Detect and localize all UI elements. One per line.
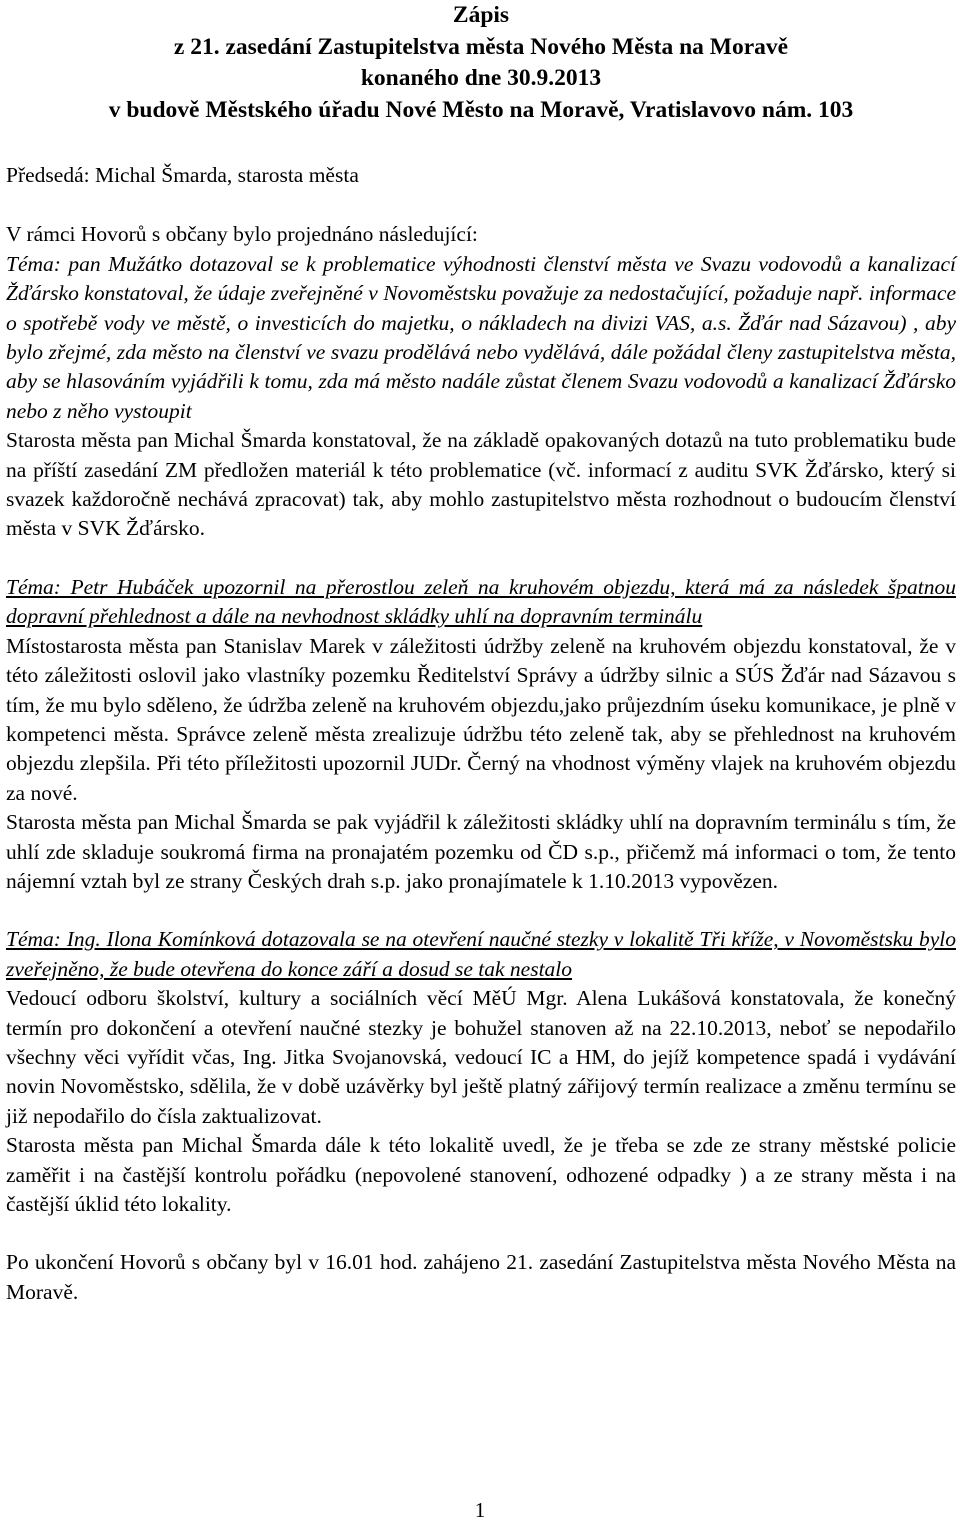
- title-line-1: Zápis: [452, 2, 510, 28]
- title-line-4: v budově Městského úřadu Nové Město na Moravě, Vratislavovo nám. 103: [108, 96, 854, 123]
- section-3: [6, 925, 956, 1219]
- topic-1: Téma: pan Mužátko dotazoval se k problematice výhodnosti členství města ve Svazu vodovodů a kanalizací Žďársko konstatoval, že údaje zveřejněné v Novoměstsku považuje za nedostačující, požaduje např. informace o spotřebě vody ve městě, o investicích do majetku, o nákladech na divizi VAS, a.s. Žďár nad Sázavou) , aby bylo zřejmé, zda město na členství ve svazu prodělává nebo vydělává, dále požádal členy zastupitelstva města, aby se hlasováním vyjádřili k tomu, zda má město nadále zůstat členem Svazu vodovodů a kanalizací Žďársko nebo z něho vystoupit: [6, 251, 956, 423]
- section-1: [6, 250, 956, 544]
- chairperson-line: Předsedá: Michal Šmarda, starosta města: [6, 163, 359, 187]
- paragraph-3-1: Vedoucí odboru školství, kultury a sociálních věcí MěÚ Mgr. Alena Lukášová konstatovala, že konečný termín pro dokončení a otevření naučné stezky je bohužel stanoven až na 22.10.2013, neboť se nepodařilo všechny věci vyřídit včas, Ing. Jitka Svojanovská, vedoucí IC a HM, do jejíž kompetence spadá i vydávání novin Novoměstsko, sdělila, že v době uzávěrky byl ještě platný zářijový termín realizace a změnu termínu se již nepodařilo do čísla zaktualizovat.: [6, 986, 956, 1128]
- paragraph-3-2: Starosta města pan Michal Šmarda dále k této lokalitě uvedl, že je třeba se zde ze strany městské policie zaměřit i na častější kontrolu pořádku (nepovolené stanovení, odhozené odpadky ) a ze strany města i na častější úklid této lokality.: [6, 1133, 956, 1216]
- document-title: [6, 0, 956, 126]
- title-line-3: konaného dne 30.9.2013: [360, 65, 602, 91]
- topic-2: Téma: Petr Hubáček upozornil na přerostlou zeleň na kruhovém objezdu, která má za následek špatnou dopravní přehlednost a dále na nevhodnost skládky uhlí na dopravním terminálu: [6, 574, 956, 629]
- document-page: [6, 0, 956, 1307]
- paragraph-1-1: Starosta města pan Michal Šmarda konstatoval, že na základě opakovaných dotazů na tuto problematiku bude na příští zasedání ZM předložen materiál k této problematice (vč. informací z auditu SVK Žďársko, který si svazek každoročně nechává zpracovat) tak, aby mohlo zastupitelstvo města rozhodnout o budoucím členství města v SVK Žďársko.: [6, 428, 956, 541]
- topic-3: Téma: Ing. Ilona Komínková dotazovala se na otevření naučné stezky v lokalitě Tři kříže, v Novoměstsku bylo zveřejněno, že bude otevřena do konce září a dosud se tak nestalo: [6, 927, 956, 981]
- paragraph-2-1: Místostarosta města pan Stanislav Marek v záležitosti údržby zeleně na kruhovém objezdu konstatoval, že v této záležitosti oslovil jako vlastníky pozemku Ředitelství Správy a údržby silnic a SÚS Žďár nad Sázavou s tím, že mu bylo sděleno, že údržba zeleně na kruhovém objezdu,jako průjezdním úseku komunikace, je plně v kompetenci města. Správce zeleně města zrealizuje údržbu této zeleně tak, aby se přehlednost na kruhovém objezdu zlepšila. Při této příležitosti upozornil JUDr. Černý na vhodnost výměny vlajek na kruhovém objezdu za nové.: [6, 633, 956, 805]
- intro-line: V rámci Hovorů s občany bylo projednáno následující:: [6, 222, 478, 247]
- paragraph-2-2: Starosta města pan Michal Šmarda se pak vyjádřil k záležitosti skládky uhlí na dopravním terminálu s tím, že uhlí zde skladuje soukromá firma na pronajatém pozemku od ČD s.p., přičemž má informaci o tom, že tento nájemní vztah byl ze strany Českých drah s.p. jako pronajímatele k 1.10.2013 vypovězen.: [6, 810, 956, 893]
- section-2: [6, 573, 956, 896]
- closing-paragraph: Po ukončení Hovorů s občany byl v 16.01 hod. zahájeno 21. zasedání Zastupitelstva města Nového Města na Moravě.: [6, 1250, 956, 1304]
- title-line-2: z 21. zasedání Zastupitelstva města Nového Města na Moravě: [173, 33, 789, 60]
- page-number: 1: [474, 1498, 486, 1522]
